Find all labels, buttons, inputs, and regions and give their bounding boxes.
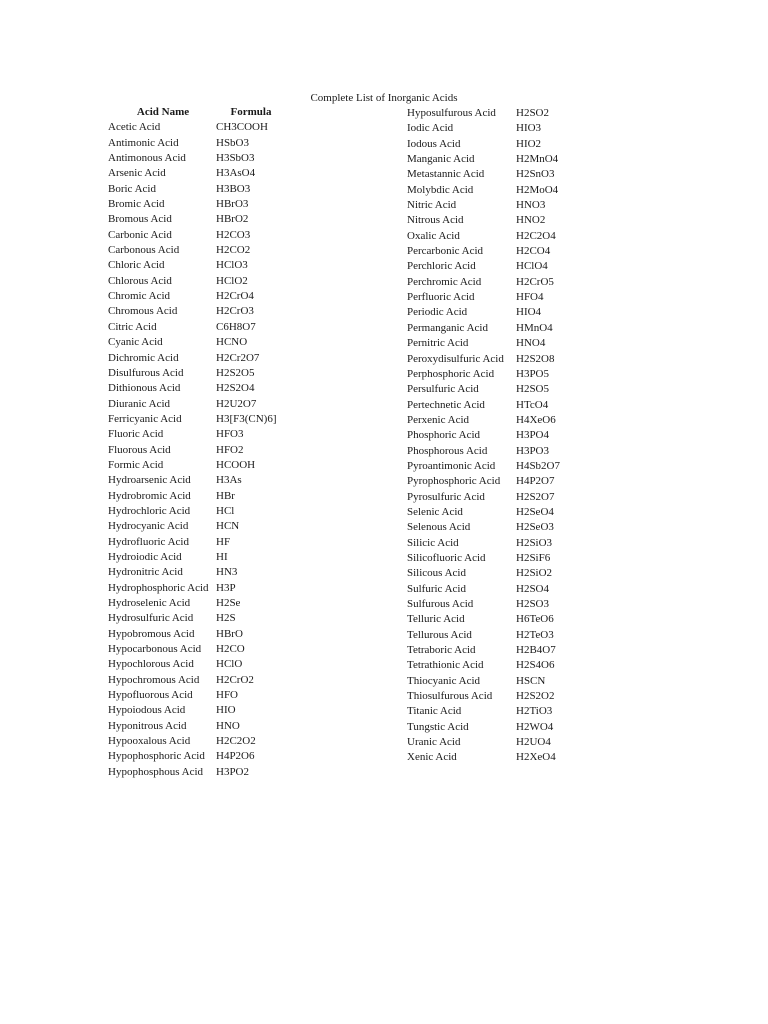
acid-name: Formic Acid xyxy=(108,458,164,471)
table-row xyxy=(108,212,296,227)
table-row xyxy=(407,643,596,658)
table-row xyxy=(108,627,296,642)
acid-formula: HIO2 xyxy=(516,137,542,150)
acid-name: Silicous Acid xyxy=(407,567,466,580)
acid-name: Pyroantimonic Acid xyxy=(407,459,496,472)
table-row xyxy=(407,321,596,336)
acid-name: Iodous Acid xyxy=(407,137,461,150)
acid-formula: H2UO4 xyxy=(516,736,551,749)
table-row xyxy=(407,183,596,198)
acid-name: Thiocyanic Acid xyxy=(407,674,481,687)
acid-formula: H4P2O6 xyxy=(216,750,255,763)
acid-name: Percarbonic Acid xyxy=(407,245,484,258)
acid-name: Permanganic Acid xyxy=(407,321,488,334)
acid-name: Pyrosulfuric Acid xyxy=(407,490,485,503)
acid-formula: H3PO5 xyxy=(516,367,550,380)
acid-formula: H2TeO3 xyxy=(516,628,554,641)
table-row xyxy=(108,765,296,780)
acid-formula: HNO4 xyxy=(516,337,546,350)
acid-formula: HBrO xyxy=(216,627,243,640)
table-row xyxy=(108,274,296,289)
acid-name: Hypofluorous Acid xyxy=(108,689,193,702)
acid-formula: H2SO4 xyxy=(516,582,550,595)
table-row xyxy=(407,213,596,228)
table-row xyxy=(407,720,596,735)
acid-name: Hydrophosphoric Acid xyxy=(108,581,209,594)
acid-formula: HBrO2 xyxy=(216,213,249,226)
table-row xyxy=(108,304,296,319)
acid-formula: HFO2 xyxy=(216,443,244,456)
acid-formula: H2CrO4 xyxy=(216,290,254,303)
acid-formula: H4P2O7 xyxy=(516,475,555,488)
acid-name: Sulfuric Acid xyxy=(407,582,466,595)
acid-name: Phosphoric Acid xyxy=(407,429,481,442)
table-row xyxy=(407,398,596,413)
table-row xyxy=(108,120,296,135)
acid-formula: H2CO xyxy=(216,643,245,656)
acid-formula: H2Se xyxy=(216,597,241,609)
table-row xyxy=(407,167,596,182)
table-row xyxy=(108,228,296,243)
acid-name: Perchromic Acid xyxy=(407,275,482,288)
table-row xyxy=(407,229,596,244)
table-row xyxy=(407,474,596,489)
acid-formula: H2SeO3 xyxy=(516,521,554,534)
table-row xyxy=(407,674,596,689)
acid-name: Tetrathionic Acid xyxy=(407,659,484,672)
table-row xyxy=(407,121,596,136)
table-row xyxy=(407,137,596,152)
acid-formula: HBr xyxy=(216,489,235,502)
acid-name: Hydrobromic Acid xyxy=(108,489,191,502)
acid-formula: H6TeO6 xyxy=(516,613,554,626)
acid-formula: H2U2O7 xyxy=(216,397,257,410)
acid-name: Pyrophosphoric Acid xyxy=(407,475,501,488)
table-row xyxy=(407,198,596,213)
acid-name: Hypocarbonous Acid xyxy=(108,643,202,656)
acid-name: Hydronitric Acid xyxy=(108,566,183,579)
acid-name: Nitrous Acid xyxy=(407,214,464,227)
table-row xyxy=(108,611,296,626)
table-row xyxy=(407,459,596,474)
table-row xyxy=(407,505,596,520)
acid-name: Periodic Acid xyxy=(407,306,468,319)
acid-formula: H2S2O8 xyxy=(516,352,555,365)
acid-formula: H2SnO3 xyxy=(516,168,555,181)
table-row xyxy=(108,443,296,458)
acid-formula: H2S2O2 xyxy=(516,690,555,703)
table-row xyxy=(108,473,296,488)
table-row xyxy=(108,166,296,181)
table-row xyxy=(108,673,296,688)
acid-name: Chromic Acid xyxy=(108,290,171,303)
formula-header: Formula xyxy=(230,106,272,118)
acid-name: Hypophosphous Acid xyxy=(108,765,204,778)
acid-name: Arsenic Acid xyxy=(108,167,166,180)
acid-formula: HNO xyxy=(216,719,240,732)
acid-name: Perchloric Acid xyxy=(407,260,476,273)
acid-formula: H4XeO6 xyxy=(516,413,556,426)
acid-name: Antimonous Acid xyxy=(108,152,186,165)
acid-name-header: Acid Name xyxy=(136,106,190,118)
acid-formula: HIO xyxy=(216,704,236,717)
acid-name: Antimonic Acid xyxy=(108,136,179,149)
acid-formula: H3P xyxy=(216,581,236,594)
table-row xyxy=(407,536,596,551)
acid-name: Hypophosphoric Acid xyxy=(108,750,205,763)
acid-formula: H2SO3 xyxy=(516,598,550,610)
acid-formula: HMnO4 xyxy=(516,321,553,334)
acid-formula: H2CrO3 xyxy=(216,305,254,318)
acid-name: Perxenic Acid xyxy=(407,413,470,426)
acid-name: Tellurous Acid xyxy=(407,628,472,641)
acid-formula: H2C2O2 xyxy=(216,735,256,748)
acid-formula: H2S2O4 xyxy=(216,382,255,395)
acid-name: Hydrochloric Acid xyxy=(108,504,191,517)
acid-formula: HClO2 xyxy=(216,274,248,287)
acid-name: Metastannic Acid xyxy=(407,168,485,181)
acid-formula: HSbO3 xyxy=(216,136,250,149)
acid-name: Sulfurous Acid xyxy=(407,598,474,610)
table-row xyxy=(108,535,296,550)
table-row xyxy=(108,258,296,273)
acid-formula: HCNO xyxy=(216,336,248,349)
table-row xyxy=(108,504,296,519)
table-row xyxy=(108,657,296,672)
acid-formula: HFO xyxy=(216,689,239,702)
table-row xyxy=(108,136,296,151)
acid-formula: H2S2O7 xyxy=(516,490,555,503)
acid-formula: HFO3 xyxy=(216,428,244,441)
acid-name: Boric Acid xyxy=(108,182,156,195)
acid-name: Pernitric Acid xyxy=(407,337,469,350)
table-row xyxy=(108,182,296,197)
table-row xyxy=(108,749,296,764)
table-row xyxy=(407,305,596,320)
acid-formula: H2CrO2 xyxy=(216,673,254,686)
acid-name: Tetraboric Acid xyxy=(407,644,476,657)
acid-name: Dithionous Acid xyxy=(108,382,181,395)
table-row xyxy=(108,366,296,381)
acid-name: Hydroiodic Acid xyxy=(108,550,182,563)
left-acid-table xyxy=(108,105,296,780)
acid-formula: H2SO5 xyxy=(516,383,550,396)
acid-name: Acetic Acid xyxy=(108,121,161,134)
acid-name: Chlorous Acid xyxy=(108,274,172,287)
table-row xyxy=(407,750,596,765)
table-row xyxy=(407,597,596,612)
acid-name: Iodic Acid xyxy=(407,122,454,135)
acid-formula: HClO xyxy=(216,658,243,671)
acid-name: Titanic Acid xyxy=(407,705,462,718)
acid-name: Hypobromous Acid xyxy=(108,627,195,640)
acid-name: Perfluoric Acid xyxy=(407,291,475,304)
acid-formula: HIO3 xyxy=(516,122,542,135)
table-row xyxy=(407,152,596,167)
acid-formula: H2S4O6 xyxy=(516,659,555,672)
table-row xyxy=(108,458,296,473)
table-row xyxy=(108,412,296,427)
table-row xyxy=(407,520,596,535)
acid-formula: HNO3 xyxy=(516,199,546,212)
acid-name: Bromous Acid xyxy=(108,213,172,226)
acid-name: Cyanic Acid xyxy=(108,336,163,349)
acid-formula: H2CrO5 xyxy=(516,275,554,288)
table-row xyxy=(407,106,596,121)
acid-formula: HTcO4 xyxy=(516,398,549,411)
table-row xyxy=(407,704,596,719)
acid-formula: HFO4 xyxy=(516,291,544,304)
acid-name: Citric Acid xyxy=(108,320,157,333)
table-row xyxy=(108,289,296,304)
page-title: Complete List of Inorganic Acids xyxy=(310,92,458,104)
acid-formula: H2B4O7 xyxy=(516,644,556,657)
table-row xyxy=(407,352,596,367)
table-row xyxy=(407,428,596,443)
acid-name: Hypooxalous Acid xyxy=(108,735,191,748)
acid-name: Nitric Acid xyxy=(407,199,457,212)
acid-formula: HIO4 xyxy=(516,306,542,319)
table-row xyxy=(407,551,596,566)
table-row xyxy=(108,596,296,611)
acid-name: Hypochromous Acid xyxy=(108,673,200,686)
acid-formula: H3PO2 xyxy=(216,765,250,778)
table-row xyxy=(407,612,596,627)
acid-formula: HCOOH xyxy=(216,458,256,471)
table-row xyxy=(108,688,296,703)
acid-formula: H3BO3 xyxy=(216,182,251,195)
acid-formula: HNO2 xyxy=(516,214,546,227)
table-row xyxy=(108,489,296,504)
acid-name: Uranic Acid xyxy=(407,736,461,749)
table-row xyxy=(407,382,596,397)
table-row xyxy=(407,735,596,750)
acid-name: Disulfurous Acid xyxy=(108,366,184,379)
acid-formula: H2CO2 xyxy=(216,244,251,257)
acid-formula: HCN xyxy=(216,520,240,533)
acid-name: Hyponitrous Acid xyxy=(108,719,187,732)
acid-formula: HF xyxy=(216,535,231,548)
table-row xyxy=(108,197,296,212)
acid-name: Xenic Acid xyxy=(407,751,457,764)
acid-formula: H2CO4 xyxy=(516,245,551,258)
acid-formula: HI xyxy=(216,550,228,563)
acid-name: Peroxydisulfuric Acid xyxy=(407,352,504,365)
acid-formula: H2SiF6 xyxy=(516,551,551,564)
table-row xyxy=(108,243,296,258)
acid-name: Hydrofluoric Acid xyxy=(108,535,189,548)
table-row xyxy=(407,582,596,597)
table-row xyxy=(407,244,596,259)
table-row xyxy=(108,565,296,580)
acid-name: Hyposulfurous Acid xyxy=(407,107,496,119)
acid-formula: H2WO4 xyxy=(516,720,554,733)
acid-formula: HSCN xyxy=(516,674,546,687)
acid-name: Carbonic Acid xyxy=(108,228,172,241)
acid-formula: H2MnO4 xyxy=(516,153,559,166)
table-row xyxy=(108,427,296,442)
acid-name: Hypochlorous Acid xyxy=(108,658,194,671)
table-row xyxy=(407,367,596,382)
table-row xyxy=(108,397,296,412)
table-row xyxy=(407,444,596,459)
acid-formula: H4Sb2O7 xyxy=(516,459,561,472)
table-row xyxy=(108,550,296,565)
acid-formula: H3PO3 xyxy=(516,444,550,457)
table-row xyxy=(407,658,596,673)
table-row xyxy=(108,642,296,657)
acid-formula: H2XeO4 xyxy=(516,751,556,764)
acid-name: Thiosulfurous Acid xyxy=(407,690,493,703)
acid-name: Tungstic Acid xyxy=(407,720,469,733)
table-row xyxy=(407,336,596,351)
acid-name: Fluorous Acid xyxy=(108,443,171,456)
acid-name: Dichromic Acid xyxy=(108,351,179,364)
table-row xyxy=(407,275,596,290)
acid-formula: H3SbO3 xyxy=(216,152,255,165)
acid-formula: HBrO3 xyxy=(216,198,249,211)
acid-name: Chromous Acid xyxy=(108,305,178,318)
acid-formula: C6H8O7 xyxy=(216,320,256,333)
table-row xyxy=(108,320,296,335)
table-row xyxy=(407,689,596,704)
acid-formula: H2SiO2 xyxy=(516,567,553,580)
acid-formula: H3AsO4 xyxy=(216,167,256,180)
acid-name: Hydroarsenic Acid xyxy=(108,474,191,487)
table-row xyxy=(108,519,296,534)
acid-name: Pertechnetic Acid xyxy=(407,398,485,411)
acid-formula: H2TiO3 xyxy=(516,705,553,718)
table-row xyxy=(407,259,596,274)
acid-formula: H3[F3(CN)6] xyxy=(216,412,277,425)
right-acid-table xyxy=(407,106,596,766)
acid-formula: HCl xyxy=(216,504,235,517)
acid-formula: HClO4 xyxy=(516,260,548,273)
acid-formula: CH3COOH xyxy=(216,121,268,134)
table-row xyxy=(108,351,296,366)
acid-formula: H2SO2 xyxy=(516,107,550,119)
acid-name: Phosphorous Acid xyxy=(407,444,488,457)
acid-name: Hypoiodous Acid xyxy=(108,704,186,717)
table-row xyxy=(407,628,596,643)
acid-name: Ferricyanic Acid xyxy=(108,412,182,425)
acid-name: Selenic Acid xyxy=(407,505,463,518)
acid-name: Manganic Acid xyxy=(407,153,475,166)
table-row xyxy=(108,719,296,734)
acid-formula: H3PO4 xyxy=(516,429,550,442)
table-row xyxy=(108,151,296,166)
acid-formula: HN3 xyxy=(216,566,238,579)
acid-formula: H2CO3 xyxy=(216,228,251,241)
acid-name: Silicic Acid xyxy=(407,536,459,549)
acid-formula: H2MoO4 xyxy=(516,183,559,196)
acid-name: Hydroselenic Acid xyxy=(108,597,191,609)
table-row xyxy=(407,290,596,305)
acid-name: Carbonous Acid xyxy=(108,244,180,257)
table-row xyxy=(407,490,596,505)
acid-name: Hydrosulfuric Acid xyxy=(108,612,194,625)
acid-name: Telluric Acid xyxy=(407,613,465,626)
table-row xyxy=(407,566,596,581)
acid-formula: H2S2O5 xyxy=(216,366,255,379)
table-row xyxy=(108,703,296,718)
acid-name: Silicofluoric Acid xyxy=(407,551,486,564)
acid-formula: HClO3 xyxy=(216,259,248,272)
acid-name: Bromic Acid xyxy=(108,198,165,211)
acid-name: Hydrocyanic Acid xyxy=(108,520,189,533)
acid-name: Chloric Acid xyxy=(108,259,165,272)
table-header xyxy=(108,105,296,120)
acid-formula: H2C2O4 xyxy=(516,229,556,242)
table-row xyxy=(407,413,596,428)
table-row xyxy=(108,581,296,596)
acid-name: Selenous Acid xyxy=(407,521,471,534)
acid-formula: H2SiO3 xyxy=(516,536,553,549)
table-row xyxy=(108,381,296,396)
table-row xyxy=(108,335,296,350)
table-row xyxy=(108,734,296,749)
acid-name: Oxalic Acid xyxy=(407,229,460,242)
acid-name: Molybdic Acid xyxy=(407,183,474,196)
acid-formula: H2SeO4 xyxy=(516,505,554,518)
acid-formula: H2Cr2O7 xyxy=(216,351,260,364)
acid-name: Perphosphoric Acid xyxy=(407,367,495,380)
acid-name: Diuranic Acid xyxy=(108,397,171,410)
acid-formula: H2S xyxy=(216,612,236,625)
acid-formula: H3As xyxy=(216,474,242,487)
acid-name: Persulfuric Acid xyxy=(407,383,479,396)
acid-name: Fluoric Acid xyxy=(108,428,164,441)
